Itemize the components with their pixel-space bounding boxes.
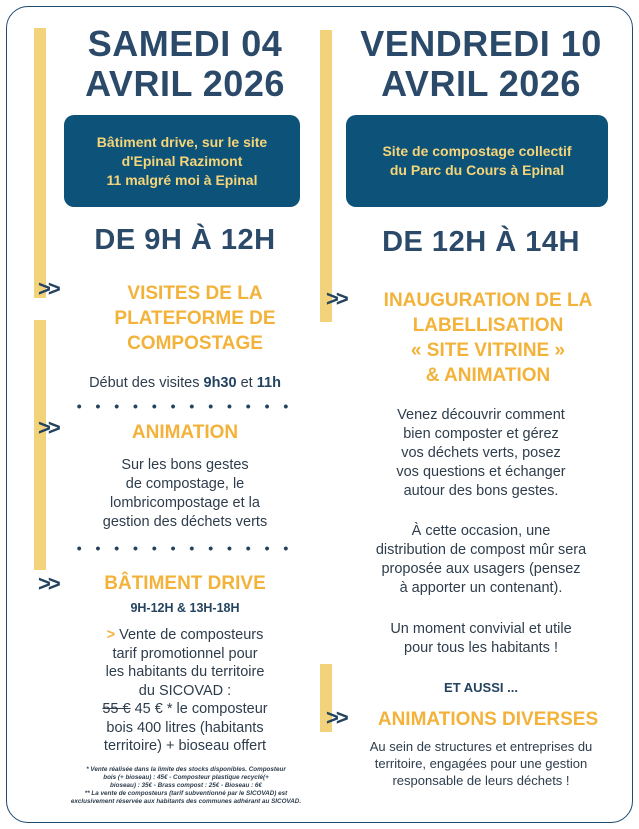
visit-time-1: 9h30 — [203, 375, 237, 391]
title-line: INAUGURATION DE LA — [383, 290, 593, 311]
title-line: VISITES DE LA — [127, 283, 263, 304]
title-line: « SITE VITRINE » — [410, 340, 566, 361]
right-accent-bar-top — [320, 30, 332, 322]
text-line: proposée aux usagers (pensez — [381, 561, 581, 577]
visits-text: et — [236, 375, 257, 391]
chevron-icon: >> — [38, 415, 58, 440]
right-location-line: Site de compostage collectif — [382, 143, 572, 159]
dot-divider: • • • • • • • • • • • • — [76, 398, 294, 414]
right-column — [336, 24, 626, 104]
text-line: les habitants du territoire — [105, 664, 265, 680]
text-line: pour tous les habitants ! — [404, 640, 558, 656]
left-location-box — [64, 115, 300, 207]
left-location-line: 11 malgré moi à Epinal — [106, 171, 258, 188]
footnote-line: ** La vente de composteurs (tarif subventionné par le SICOVAD) est — [84, 790, 288, 797]
text-line: distribution de compost mûr sera — [375, 542, 587, 558]
left-section1-text — [50, 374, 320, 393]
text-line: responsable de leurs déchets ! — [392, 773, 570, 788]
right-para4 — [336, 738, 626, 789]
left-section3-title: BÂTIMENT DRIVE — [104, 573, 266, 594]
right-para1 — [336, 406, 626, 501]
right-time: DE 12H À 14H — [382, 226, 580, 258]
text-line: Venez découvrir comment — [397, 407, 565, 423]
dot-divider: • • • • • • • • • • • • — [76, 540, 294, 556]
text-line: lombricompostage et la — [110, 495, 260, 511]
et-aussi-label: ET AUSSI ... — [444, 680, 518, 695]
left-accent-bar-mid — [34, 320, 46, 570]
title-line: PLATEFORME DE — [114, 308, 276, 329]
left-date-month: AVRIL 2026 — [85, 63, 285, 104]
text-line: gestion des déchets verts — [102, 514, 268, 530]
text-line: Vente de composteurs — [115, 627, 264, 643]
title-line: & ANIMATION — [425, 365, 551, 386]
chevron-icon: >> — [38, 571, 58, 596]
left-section2-text — [50, 456, 320, 532]
title-line: COMPOSTAGE — [127, 333, 263, 354]
text-line: Un moment convivial et utile — [390, 621, 572, 637]
text-line: vos questions et échanger — [396, 464, 566, 480]
left-location-line: Bâtiment drive, sur le site — [96, 133, 268, 150]
text-line: territoire) + bioseau offert — [103, 738, 267, 754]
footnote-line: * Vente réalisée dans la limite des stocks disponibles. Composteur — [86, 766, 286, 773]
right-section2-title: ANIMATIONS DIVERSES — [377, 709, 599, 730]
chevron-icon: >> — [326, 286, 346, 311]
right-date-day: VENDREDI 10 — [360, 23, 602, 64]
text-line: du SICOVAD : — [138, 682, 232, 699]
text-line: autour des bons gestes. — [403, 483, 559, 499]
left-section3-text — [50, 626, 320, 756]
footnote-line: bois (+ bioseau) : 45€ - Composteur plastique recyclé(+ — [103, 774, 269, 781]
left-time: DE 9H À 12H — [94, 224, 276, 256]
right-date-month: AVRIL 2026 — [381, 63, 581, 104]
text-line: 45 € * le composteur — [130, 701, 268, 717]
left-section3-hours: 9H-12H & 13H-18H — [130, 601, 240, 615]
left-location-line: d'Epinal Razimont — [121, 152, 243, 169]
visit-time-2: 11h — [256, 375, 281, 391]
footnote-line: bioseau) : 35€ - Brass compost : 25€ - Bioseau : 6€ — [110, 782, 262, 789]
left-date — [50, 24, 320, 104]
text-line: tarif promotionnel pour — [112, 645, 258, 662]
left-section1-title — [70, 281, 320, 356]
left-section2-title: ANIMATION — [131, 422, 239, 443]
left-accent-bar-top — [34, 28, 46, 298]
arrow-icon: > — [106, 627, 116, 643]
old-price: 55 € — [102, 701, 131, 717]
text-line: vos déchets verts, posez — [401, 445, 561, 461]
text-line: Sur les bons gestes — [121, 457, 249, 473]
right-section1-title — [356, 288, 620, 388]
text-line: territoire, engagées pour une gestion — [374, 756, 588, 771]
text-line: de compostage, le — [125, 476, 245, 492]
right-date — [336, 24, 626, 104]
footnotes — [46, 766, 326, 806]
text-line: bien composter et gérez — [403, 426, 559, 442]
text-line: Au sein de structures et entreprises du — [369, 739, 593, 754]
visits-text: Début des visites — [89, 375, 204, 391]
text-line: à apporter un contenant). — [399, 580, 563, 596]
text-line: À cette occasion, une — [411, 523, 551, 539]
right-para2 — [336, 522, 626, 598]
footnote-line: exclusivement réservée aux habitants des communes adhérant au SICOVAD. — [70, 798, 302, 805]
right-location-line: du Parc du Cours à Epinal — [389, 162, 565, 178]
right-location-box — [346, 115, 608, 207]
right-para3 — [336, 620, 626, 658]
chevron-icon: >> — [38, 276, 58, 301]
text-line: bois 400 litres (habitants — [106, 719, 264, 736]
left-date-day: SAMEDI 04 — [87, 23, 283, 64]
left-column — [50, 24, 320, 104]
title-line: LABELLISATION — [412, 315, 564, 336]
chevron-icon: >> — [326, 705, 346, 730]
